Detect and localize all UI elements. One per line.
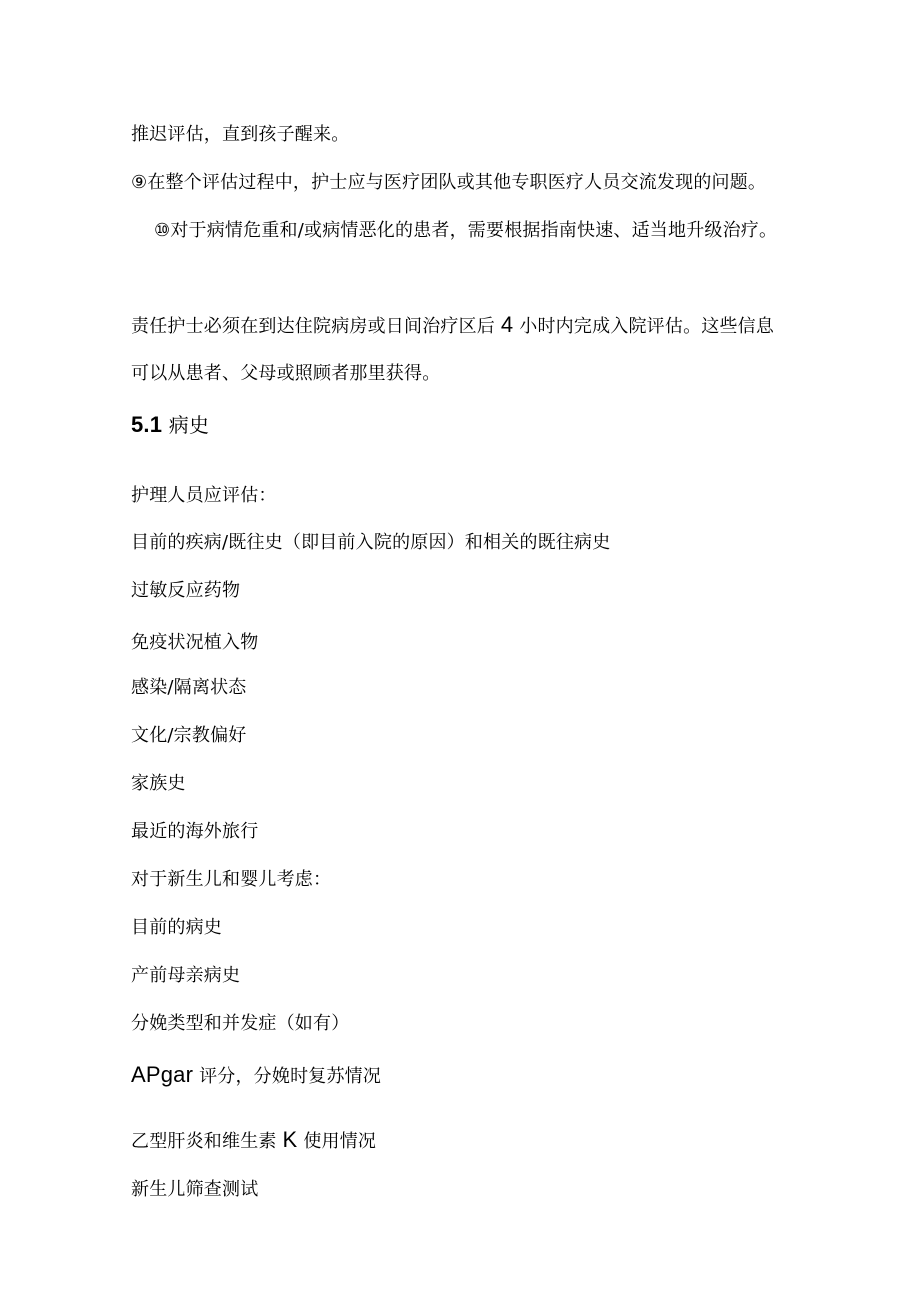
numbered-item-10: ⑩对于病情危重和/或病情恶化的患者，需要根据指南快速、适当地升级治疗。 — [154, 220, 778, 241]
list-item — [131, 1063, 381, 1089]
paragraph-line: 可以从患者、父母或照顾者那里获得。 — [131, 363, 441, 384]
vitamin-letter: K — [282, 1127, 298, 1152]
section-title: 病史 — [168, 413, 210, 437]
list-item-text: 评分，分娩时复苏情况 — [199, 1066, 382, 1087]
paragraph-line: 推迟评估，直到孩子醒来。 — [131, 124, 350, 145]
section-heading — [131, 413, 209, 437]
paragraph-text: 小时内完成入院评估。这些信息 — [519, 316, 775, 337]
list-item: 最近的海外旅行 — [131, 821, 259, 842]
list-item: 过敏反应药物 — [131, 580, 241, 601]
list-item-text: 使用情况 — [303, 1131, 377, 1152]
list-item: 新生儿筛查测试 — [131, 1179, 259, 1200]
section-number: 5.1 — [131, 412, 163, 437]
list-item-text: 乙型肝炎和维生素 — [131, 1131, 277, 1152]
hours-number: 4 — [500, 312, 514, 337]
list-item: 分娩类型和并发症（如有） — [131, 1013, 350, 1034]
list-item — [131, 1128, 376, 1154]
apgar-term: APgar — [131, 1062, 194, 1087]
list-item: 文化/宗教偏好 — [131, 725, 247, 746]
paragraph-text: 责任护士必须在到达住院病房或日间治疗区后 — [131, 316, 495, 337]
list-item: 目前的病史 — [131, 917, 222, 938]
list-item: 产前母亲病史 — [131, 965, 241, 986]
list-item: 对于新生儿和婴儿考虑： — [131, 869, 332, 890]
list-item: 免疫状况植入物 — [131, 632, 259, 653]
list-item: 目前的疾病/既往史（即目前入院的原因）和相关的既往病史 — [131, 532, 611, 553]
list-item: 护理人员应评估： — [131, 485, 277, 506]
numbered-item-9: ⑨在整个评估过程中，护士应与医疗团队或其他专职医疗人员交流发现的问题。 — [131, 172, 767, 193]
paragraph-line — [131, 313, 774, 339]
list-item: 感染/隔离状态 — [131, 677, 247, 698]
list-item: 家族史 — [131, 773, 186, 794]
